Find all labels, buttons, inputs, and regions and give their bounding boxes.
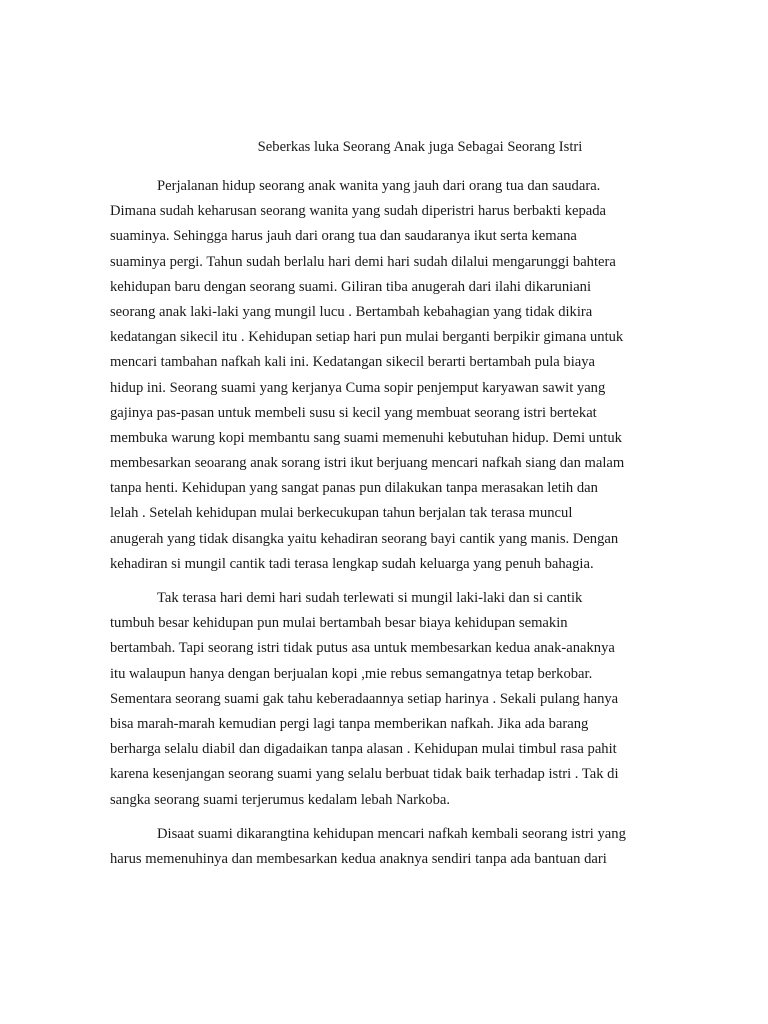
text-line: kedatangan sikecil itu . Kehidupan setiap hari pun mulai berganti berpikir gimana untuk [110,329,624,346]
text-line: Sementara seorang suami gak tahu keberadaannya setiap harinya . Sekali pulang hanya [110,690,619,707]
text-line: Tak terasa hari demi hari sudah terlewati si mungil laki-laki dan si cantik [157,590,583,606]
text-line: membesarkan seoarang anak sorang istri ikut berjuang mencari nafkah siang dan malam [110,455,625,472]
text-line: membuka warung kopi membantu sang suami memenuhi kebutuhan hidup. Demi untuk [110,429,622,446]
text-line: suaminya pergi. Tahun sudah berlalu hari demi hari sudah dilalui mengarunggi bahtera [110,253,616,270]
document-title: Seberkas luka Seorang Anak juga Sebagai Seorang Istri [257,139,583,155]
paragraph [110,822,670,872]
text-line: berharga selalu diabil dan digadaikan tanpa alasan . Kehidupan mulai timbul rasa pahit [110,741,617,758]
text-line: gajinya pas-pasan untuk membeli susu si kecil yang membuat seorang istri bertekat [110,404,597,421]
paragraph [110,586,670,813]
text-line: mencari tambahan nafkah kali ini. Kedatangan sikecil berarti bertambah pula biaya [110,354,596,371]
text-line: Disaat suami dikarangtina kehidupan mencari nafkah kembali seorang istri yang [157,825,626,842]
text-line: anugerah yang tidak disangka yaitu kehadiran seorang bayi cantik yang manis. Dengan [110,530,619,547]
paragraph [110,174,670,577]
text-line: karena kesenjangan seorang suami yang selalu berbuat tidak baik terhadap istri . Tak di [110,766,619,783]
text-line: seorang anak laki-laki yang mungil lucu . Bertambah kebahagian yang tidak dikira [110,303,593,320]
text-line: bertambah. Tapi seorang istri tidak putus asa untuk membesarkan kedua anak-anaknya [110,640,615,657]
text-line: lelah . Setelah kehidupan mulai berkecukupan tahun berjalan tak terasa muncul [110,505,573,522]
text-line: kehidupan baru dengan seorang suami. Giliran tiba anugerah dari ilahi dikaruniani [110,278,592,295]
text-line: hidup ini. Seorang suami yang kerjanya Cuma sopir penjemput karyawan sawit yang [110,379,606,396]
text-line: tumbuh besar kehidupan pun mulai bertambah besar biaya kehidupan semakin [110,615,568,632]
text-line: sangka seorang suami terjerumus kedalam lebah Narkoba. [110,791,450,808]
text-line: Perjalanan hidup seorang anak wanita yang jauh dari orang tua dan saudara. [157,178,601,194]
text-line: bisa marah-marah kemudian pergi lagi tanpa memberikan nafkah. Jika ada barang [110,715,589,732]
paragraph-gap [110,577,670,586]
text-line: Dimana sudah keharusan seorang wanita yang sudah diperistri harus berbakti kepada [110,203,607,220]
text-line: harus memenuhinya dan membesarkan kedua anaknya sendiri tanpa ada bantuan dari [110,850,607,867]
text-line: kehadiran si mungil cantik tadi terasa lengkap sudah keluarga yang penuh bahagia. [110,555,594,572]
text-line: tanpa henti. Kehidupan yang sangat panas pun dilakukan tanpa merasakan letih dan [110,480,598,497]
text-line: itu walaupun hanya dengan berjualan kopi ,mie rebus semangatnya tetap berkobar. [110,665,593,682]
text-line: suaminya. Sehingga harus jauh dari orang tua dan saudaranya ikut serta kemana [110,228,577,245]
paragraph-gap [110,813,670,822]
document-body [110,174,670,872]
